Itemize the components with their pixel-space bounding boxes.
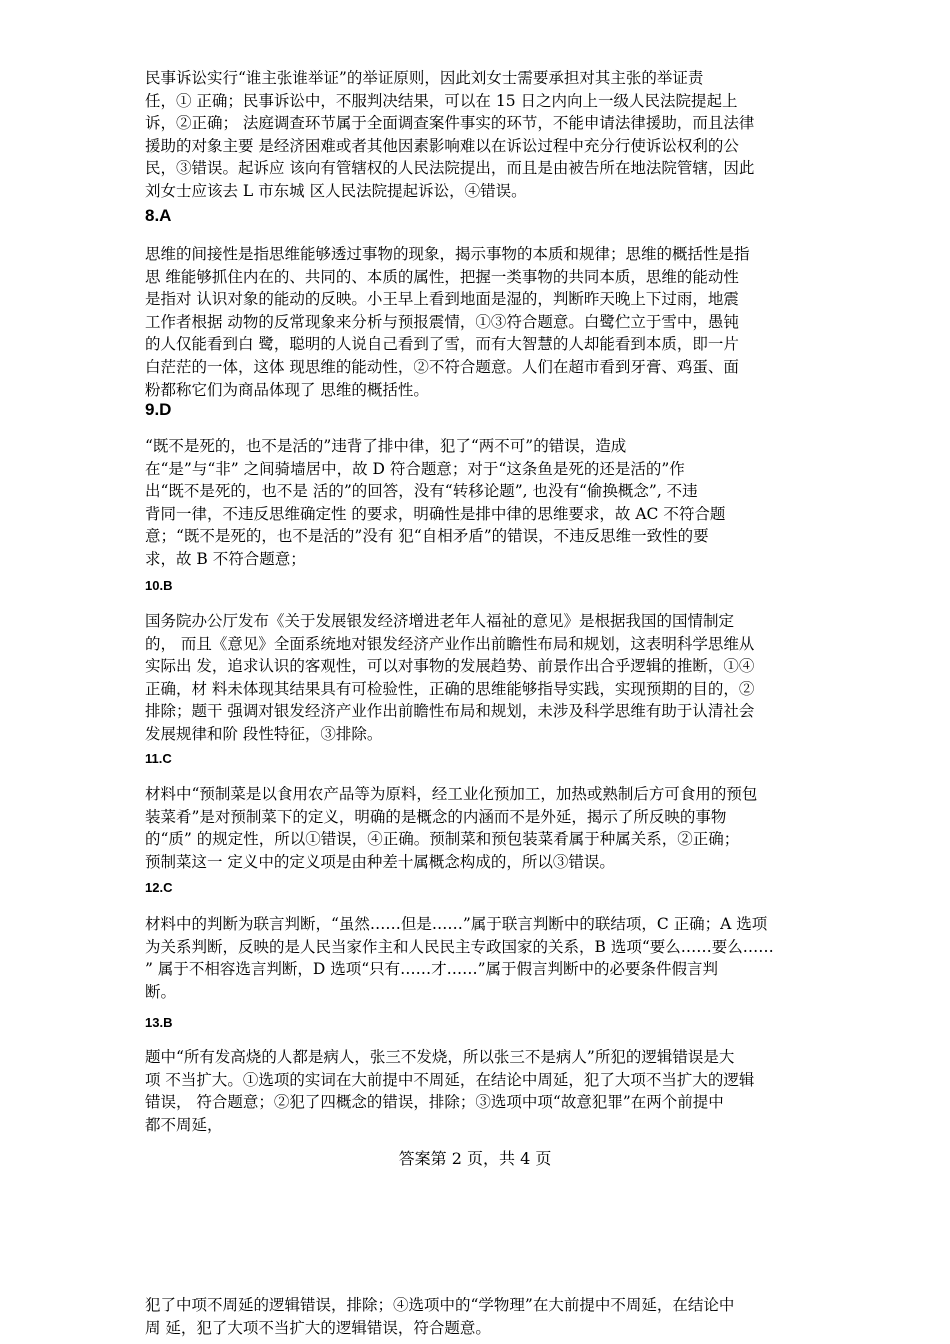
- text-line: 白茫茫的一体，这体 现思维的能动性，②不符合题意。人们在超市看到牙膏、鸡蛋、面: [145, 357, 739, 376]
- text-line: 思 维能够抓住内在的、共同的、本质的属性，把握一类事物的共同本质，思维的能动性: [145, 267, 739, 286]
- text-line: “既不是死的，也不是活的”违背了排中律，犯了“两不可”的错误，造成: [145, 437, 627, 455]
- text-line: ” 属于不相容选言判断，D 选项“只有……才……”属于假言判断中的必要条件假言判: [145, 960, 719, 979]
- text-line: 国务院办公厅发布《关于发展银发经济增进老年人福祉的意见》是根据我国的国情制定: [145, 612, 735, 630]
- text-line: 实际出 发，追求认识的客观性，可以对事物的发展趋势、前景作出合乎逻辑的推断，①④: [145, 657, 755, 676]
- text-line: 材料中的判断为联言判断，“虽然……但是……”属于联言判断中的联结项，C 正确；A 选项: [145, 915, 768, 933]
- text-line: 任，① 正确；民事诉讼中，不服判决结果，可以在 15 日之内向上一级人民法院提起上: [145, 91, 738, 110]
- text-line: 预制菜这一 定义中的定义项是由种差十属概念构成的，所以③错误。: [145, 852, 615, 871]
- text-line: 思维的间接性是指思维能够透过事物的现象，揭示事物的本质和规律；思维的概括性是指: [145, 245, 750, 263]
- answer-explanation-10: [145, 610, 817, 746]
- text-line: 犯了中项不周延的逻辑错误，排除；④选项中的“学物理”在大前提中不周延，在结论中: [145, 1296, 735, 1314]
- text-line: 装菜肴”是对预制菜下的定义，明确的是概念的内涵而不是外延，揭示了所反映的事物: [145, 807, 727, 826]
- text-line: 项 不当扩大。①选项的实词在大前提中不周延，在结论中周延，犯了大项不当扩大的逻辑: [145, 1070, 755, 1089]
- text-line: 背同一律，不违反思维确定性 的要求，明确性是排中律的思维要求，故 AC 不符合题: [145, 504, 726, 523]
- continuation-paragraph: [145, 1294, 817, 1339]
- intro-paragraph: [145, 67, 817, 203]
- answer-heading-12: 12.C: [145, 880, 173, 895]
- text-line: 正确，材 料未体现其结果具有可检验性，正确的思维能够指导实践，实现预期的目的，②: [145, 679, 755, 698]
- text-line: 错误， 符合题意；②犯了四概念的错误，排除；③选项中项“故意犯罪”在两个前提中: [145, 1093, 724, 1112]
- page-footer: 答案第 2 页，共 4 页: [398, 1149, 552, 1168]
- text-line: 刘女士应该去 L 市东城 区人民法院提起诉讼，④错误。: [145, 181, 527, 200]
- text-line: 是指对 认识对象的能动的反映。小王早上看到地面是湿的，判断昨天晚上下过雨，地震: [145, 290, 739, 309]
- answer-heading-9: 9.D: [145, 400, 172, 419]
- text-line: 援助的对象主要 是经济困难或者其他因素影响难以在诉讼过程中充分行使诉讼权利的公: [145, 136, 739, 155]
- text-line: 都不周延，: [145, 1115, 223, 1134]
- text-line: 的， 而且《意见》全面系统地对银发经济产业作出前瞻性布局和规划，这表明科学思维从: [145, 634, 755, 653]
- text-line: 的“质” 的规定性，所以①错误，④正确。预制菜和预包装菜肴属于种属关系，②正确；: [145, 830, 740, 849]
- answer-explanation-8: [145, 243, 817, 401]
- text-line: 粉都称它们为商品体现了 思维的概括性。: [145, 380, 429, 399]
- text-line: 诉，②正确； 法庭调查环节属于全面调查案件事实的环节，不能申请法律援助，而且法律: [145, 114, 755, 133]
- text-line: 民事诉讼实行“谁主张谁举证”的举证原则，因此刘女士需要承担对其主张的举证责: [145, 69, 704, 87]
- answer-heading-11: 11.C: [145, 751, 172, 766]
- text-line: 排除；题干 强调对银发经济产业作出前瞻性布局和规划，未涉及科学思维有助于认清社会: [145, 702, 755, 721]
- text-line: 在“是”与“非” 之间骑墙居中，故 D 符合题意；对于“这条鱼是死的还是活的”作: [145, 459, 685, 478]
- text-line: 发展规律和阶 段性特征，③排除。: [145, 724, 383, 743]
- text-line: 出“既不是死的，也不是 活的”的回答，没有“转移论题”, 也没有“偷换概念”, 不违: [145, 482, 698, 501]
- text-line: 民，③错误。起诉应 该向有管辖权的人民法院提出，而且是由被告所在地法院管辖，因此: [145, 159, 755, 178]
- answer-explanation-9: [145, 435, 817, 571]
- answer-explanation-13: [145, 1046, 817, 1136]
- text-line: 意；“既不是死的，也不是活的”没有 犯“自相矛盾”的错误，不违反思维一致性的要: [145, 527, 709, 546]
- text-line: 工作者根据 动物的反常现象来分析与预报震情，①③符合题意。白鹭伫立于雪中，愚钝: [145, 312, 739, 331]
- answer-heading-8: 8.A: [145, 206, 172, 225]
- answer-explanation-12: [145, 913, 817, 1003]
- text-line: 求，故 B 不符合题意；: [145, 549, 306, 568]
- text-line: 为关系判断，反映的是人民当家作主和人民民主专政国家的关系，B 选项“要么……要么……: [145, 937, 774, 956]
- text-line: 的人仅能看到白 鹭，聪明的人说自己看到了雪，而有大智慧的人却能看到本质，即一片: [145, 335, 739, 354]
- answer-heading-10: 10.B: [145, 578, 173, 593]
- text-line: 题中“所有发高烧的人都是病人，张三不发烧，所以张三不是病人”所犯的逻辑错误是大: [145, 1048, 735, 1066]
- text-line: 断。: [145, 982, 177, 1001]
- text-line: 材料中“预制菜是以食用农产品等为原料，经工业化预加工，加热或熟制后方可食用的预包: [145, 785, 758, 803]
- answer-explanation-11: [145, 783, 817, 873]
- text-line: 周 延，犯了大项不当扩大的逻辑错误，符合题意。: [145, 1318, 491, 1337]
- answer-heading-13: 13.B: [145, 1015, 173, 1030]
